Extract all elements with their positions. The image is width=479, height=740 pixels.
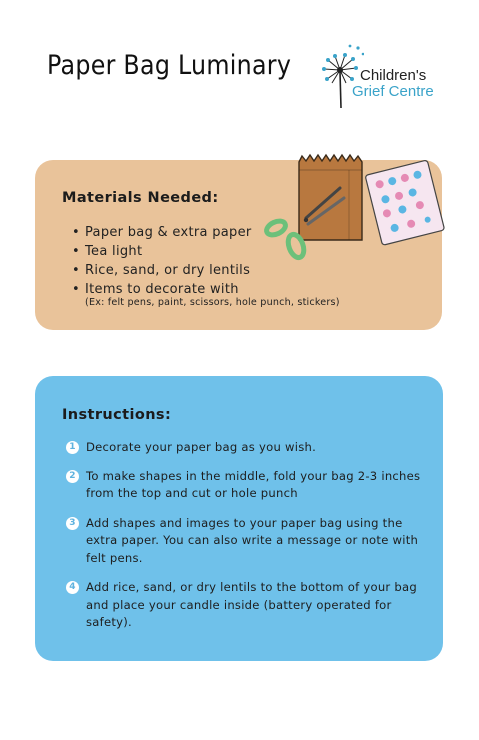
step-number: 2 [66, 470, 79, 483]
list-item [66, 579, 421, 632]
dandelion-icon [320, 42, 364, 114]
step-text: To make shapes in the middle, fold your bag 2-3 inches from the top and cut or hole punch [86, 468, 421, 500]
instructions-card [35, 376, 443, 661]
step-number: 1 [66, 441, 79, 454]
list-item: • Items to decorate with (Ex: felt pens, paint, scissors, hole punch, stickers) [72, 280, 340, 308]
logo-line-2: Grief Centre [352, 83, 434, 100]
materials-heading: Materials Needed: [62, 190, 219, 206]
step-text: Add shapes and images to your paper bag using the extra paper. You can also write a message or note with felt pens. [86, 515, 419, 565]
page-title: Paper Bag Luminary [47, 50, 292, 81]
materials-examples: (Ex: felt pens, paint, scissors, hole punch, stickers) [85, 297, 340, 308]
list-item [66, 515, 421, 568]
logo-line-1: Children's [360, 67, 427, 84]
instructions-heading: Instructions: [62, 407, 172, 423]
step-text: Decorate your paper bag as you wish. [86, 440, 317, 454]
step-number: 3 [66, 517, 79, 530]
step-number: 4 [66, 581, 79, 594]
instructions-list [66, 439, 421, 632]
list-item: • Rice, sand, or dry lentils [72, 261, 340, 280]
list-item: • Tea light [72, 242, 340, 261]
list-item: • Paper bag & extra paper [72, 223, 340, 242]
sticker-sheet-icon [365, 160, 445, 245]
list-item [66, 439, 421, 457]
logo [320, 42, 440, 114]
step-text: Add rice, sand, or dry lentils to the bottom of your bag and place your candle inside (battery operated for safety). [86, 580, 417, 629]
list-item [66, 468, 421, 503]
materials-illustration [262, 148, 452, 266]
